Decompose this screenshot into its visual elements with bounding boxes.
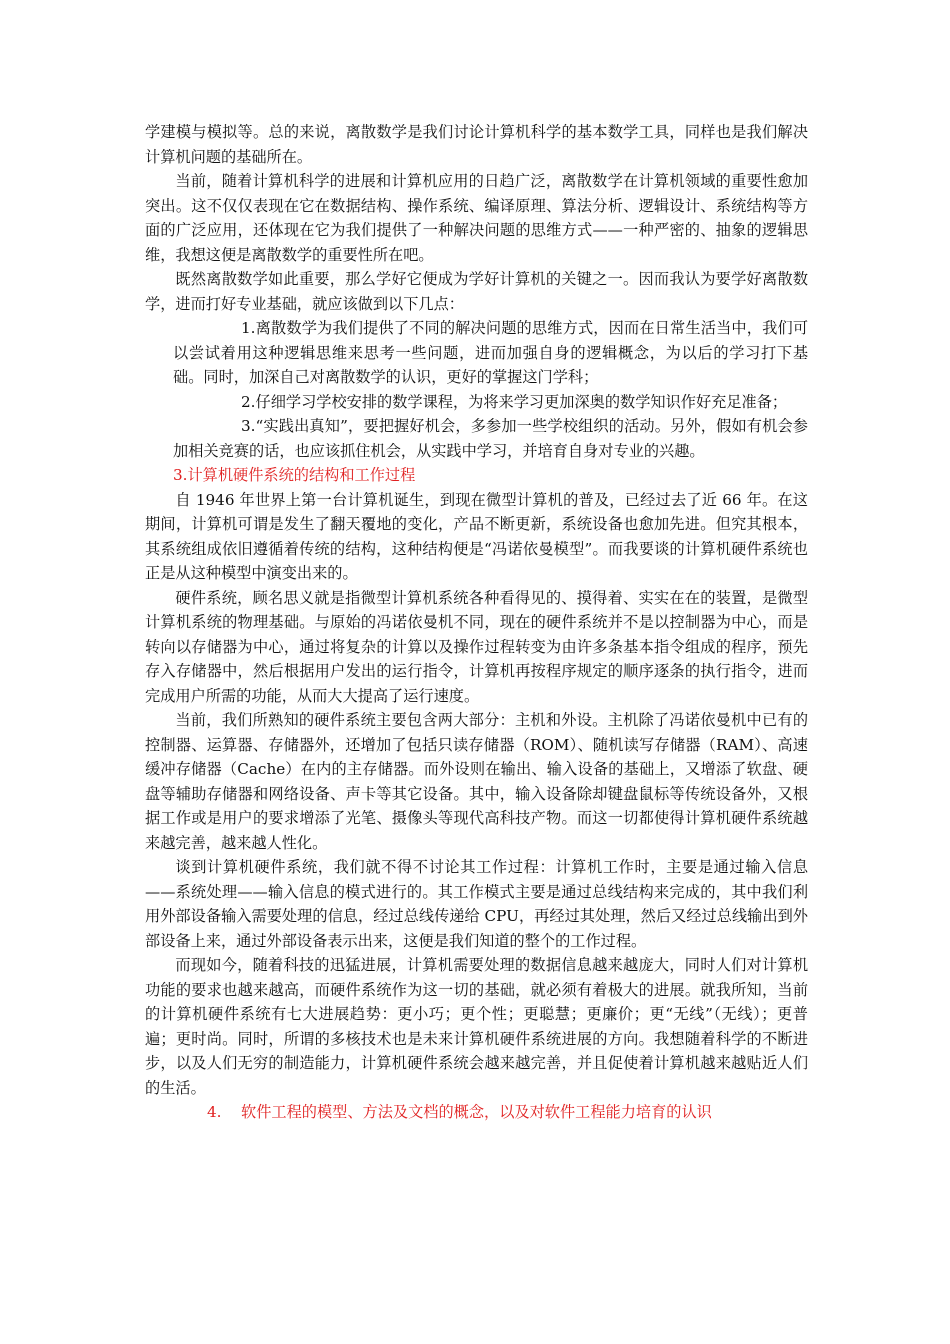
paragraph-history: 自 1946 年世界上第一台计算机诞生，到现在微型计算机的普及，已经过去了近 66 年。在这期间，计算机可谓是发生了翻天覆地的变化，产品不断更新，系统设备也愈加先进。但究其根本，其系统组成依旧遵循着传统的结构，这种结构便是“冯诺依曼模型”。而我要谈的计算机硬件系统也正是从这种模型中演变出来的。	[145, 490, 808, 582]
list-number: 3.	[241, 417, 256, 435]
list-text: 离散数学为我们提供了不同的解决问题的思维方式，因而在日常生活当中，我们可以尝试着用这种逻辑思维来思考一些问题，进而加强自身的逻辑概念，为以后的学习打下基础。同时，加深自己对离散数学的认识，更好的掌握这门学科；	[173, 319, 808, 386]
list-item	[145, 316, 808, 390]
paragraph-working-process: 谈到计算机硬件系统，我们就不得不讨论其工作过程：计算机工作时，主要是通过输入信息——系统处理——输入信息的模式进行的。其工作模式主要是通过总线结构来完成的，其中我们利用外部设备输入需要处理的信息，经过总线传递给 CPU，再经过其处理，然后又经过总线输出到外部设备上来，通过外部设备表示出来，这便是我们知道的整个的工作过程。	[145, 858, 808, 950]
list-number: 1.	[241, 319, 256, 337]
paragraph-intro-continuation: 学建模与模拟等。总的来说，离散数学是我们讨论计算机科学的基本数学工具，同样也是我们解决计算机问题的基础所在。	[145, 123, 808, 166]
list-number: 2.	[241, 392, 256, 411]
document-page	[145, 120, 808, 1125]
section-heading-software-engineering	[145, 1100, 808, 1125]
list-text: “实践出真知”，要把握好机会，多参加一些学校组织的活动。另外，假如有机会参加相关竞赛的话，也应该抓住机会，从实践中学习，并培育自身对专业的兴趣。	[173, 417, 808, 460]
list-text: 仔细学习学校安排的数学课程，为将来学习更加深奥的数学知识作好充足准备；	[255, 392, 788, 411]
list-item	[145, 390, 808, 415]
paragraph-host-and-peripherals: 当前，我们所熟知的硬件系统主要包含两大部分：主机和外设。主机除了冯诺依曼机中已有的控制器、运算器、存储器外，还增加了包括只读存储器（ROM）、随机读写存储器（RAM）、高速缓冲存储器（Cache）在内的主存储器。而外设则在输出、输入设备的基础上，又增添了软盘、硬盘等辅助存储器和网络设备、声卡等其它设备。其中，输入设备除却键盘鼠标等传统设备外，又根据工作或是用户的要求增添了光笔、摄像头等现代高科技产物。而这一切都使得计算机硬件系统越来越完善，越来越人性化。	[145, 711, 808, 852]
paragraph-trends: 而现如今，随着科技的迅猛进展，计算机需要处理的数据信息越来越庞大，同时人们对计算机功能的要求也越来越高，而硬件系统作为这一切的基础，就必须有着极大的进展。就我所知，当前的计算机硬件系统有七大进展趋势：更小巧；更个性；更聪慧；更廉价；更“无线”（无线）；更普遍；更时尚。同时，所谓的多核技术也是未来计算机硬件系统进展的方向。我想随着科学的不断进步，以及人们无穷的制造能力，计算机硬件系统会越来越完善，并且促使着计算机越来越贴近人们的生活。	[145, 956, 808, 1097]
paragraph-hardware-definition: 硬件系统，顾名思义就是指微型计算机系统各种看得见的、摸得着、实实在在的装置，是微型计算机系统的物理基础。与原始的冯诺依曼机不同，现在的硬件系统并不是以控制器为中心，而是转向以存储器为中心，通过将复杂的计算以及操作过程转变为由许多条基本指令组成的程序，预先存入存储器中，然后根据用户发出的运行指令，计算机再按程序规定的顺序逐条的执行指令，进而完成用户所需的功能，从而大大提高了运行速度。	[145, 588, 808, 705]
heading-text: 软件工程的模型、方法及文档的概念，以及对软件工程能力培育的认识	[241, 1103, 712, 1121]
paragraph-how-to-learn: 既然离散数学如此重要，那么学好它便成为学好计算机的关键之一。因而我认为要学好离散数学，进而打好专业基础，就应该做到以下几点：	[145, 270, 808, 313]
paragraph-importance: 当前，随着计算机科学的进展和计算机应用的日趋广泛，离散数学在计算机领域的重要性愈加突出。这不仅仅表现在它在数据结构、操作系统、编译原理、算法分析、逻辑设计、系统结构等方面的广泛应用，还体现在它为我们提供了一种解决问题的思维方式——一种严密的、抽象的逻辑思维，我想这便是离散数学的重要性所在吧。	[145, 172, 808, 264]
heading-number: 4.	[207, 1103, 222, 1121]
list-item	[145, 414, 808, 463]
section-heading-hardware: 3.计算机硬件系统的结构和工作过程	[173, 466, 416, 484]
